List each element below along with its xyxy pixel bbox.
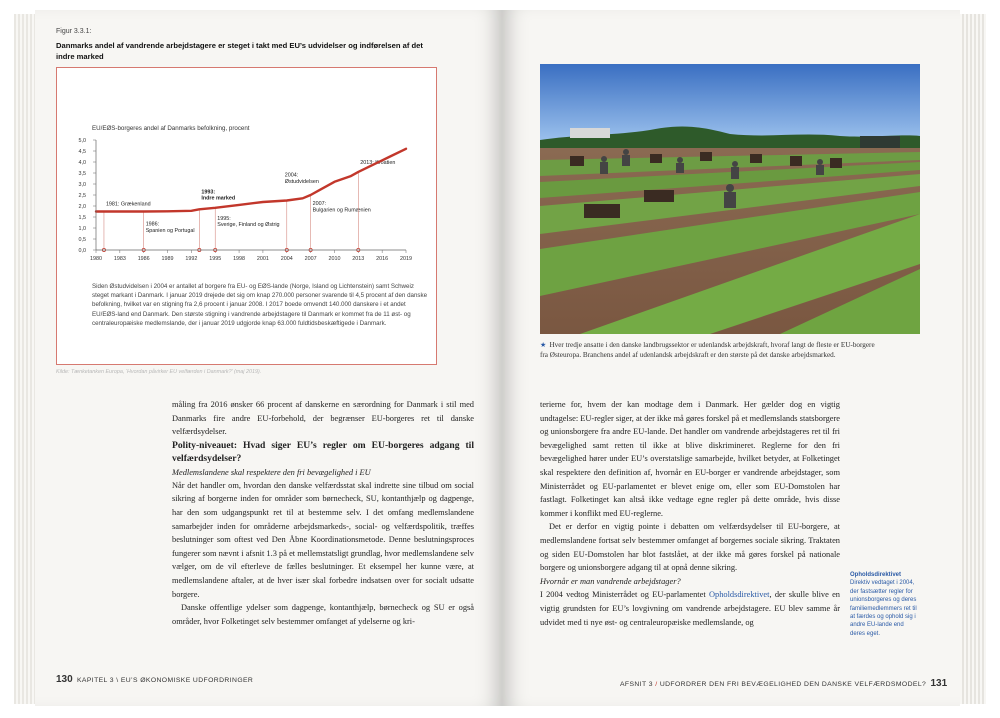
y-tick-label: 0,5 — [78, 237, 86, 243]
paragraph — [540, 588, 840, 629]
footer-right — [620, 678, 947, 689]
annotation-label: 1986: Spanien og Portugal — [145, 221, 195, 234]
x-tick-label: 2001 — [256, 256, 269, 262]
annotation-label: 1995: Sverige, Finland og Østrig — [217, 215, 280, 229]
figure-title: Danmarks andel af vandrende arbejdstagere er steget i takt med EU’s udvidelser og indførelsen af det indre marked — [56, 41, 423, 61]
figure-description: Siden Østudvidelsen i 2004 er antallet af borgere fra EU- og EØS-lande (Norge, Island og Lichtenstein) samt Schweiz steget markant i Danmark. I januar 2019 drejede det sig om knap 270.000 personer svarende til 4,5 procent af den danske befolkning, hvilket var en stigning fra 2,6 procent i januar 2008. I 2017 boede omvendt 140.000 danskere i et andet EU/EØS-land end Danmark. Den største stigning i vandrende arbejdstagere til Danmark er kommet fra de 11 øst- og centraleuropæiske medlemslande, der i januar 2019 udgjorde knap 63.000 fuldtidsbeskæftigede i Danmark. — [92, 283, 428, 327]
y-tick-label: 4,0 — [78, 160, 86, 166]
figure-label: Figur 3.3.1: — [56, 28, 92, 35]
paragraph: Når det handler om, hvordan den danske velfærdsstat skal indrette sine tilbud om social sikring af borgerne inden for områder som børnecheck, SU, kontanthjælp og dagpenge, har den som udgangspunkt ret til at bestemme selv. I det omfang medlemslandene samarbejder inden for områderne arbejdsmarkeds-, social- og velfærdspolitik, træffes beslutninger som oftest ved Den Åbne Koordinationsmetode. Denne beslutningsproces fungerer som nævnt i afsnit 1.3 på et mellemstatsligt grundlag, hvor medlemslandene selv vælger, om de vil efterleve de fælles beslutninger. Et eksempel her kunne være, at medlemslandene aftaler, at de hver især skal forbedre indsatsen over for socialt udsatte borgere. — [172, 480, 474, 599]
y-tick-label: 5,0 — [78, 138, 86, 144]
x-tick-label: 1998 — [233, 256, 246, 262]
section-heading: Polity-niveauet: Hvad siger EU’s regler om EU-borgeres adgang til velfærdsydelser? — [172, 439, 474, 465]
page-number: 130 — [56, 674, 73, 685]
section-label: AFSNIT 3 — [620, 681, 653, 688]
subheading: Medlemslandene skal respektere den fri bevægelighed i EU — [172, 467, 371, 477]
page-edges-right — [960, 14, 986, 704]
x-tick-label: 1992 — [185, 256, 198, 262]
annotation-label: 1981: Grækenland — [105, 201, 151, 208]
x-tick-label: 1980 — [90, 256, 102, 262]
farm-photo — [540, 64, 920, 334]
y-tick-label: 2,0 — [78, 204, 86, 210]
annotation-label: 2013: Kroatien — [360, 159, 396, 166]
page-edges-left — [14, 14, 36, 704]
left-text-column — [172, 398, 474, 628]
y-tick-label: 1,0 — [78, 226, 86, 232]
text-run: I 2004 vedtog Ministerrådet og EU-parlamentet — [540, 590, 709, 600]
x-tick-label: 2010 — [328, 256, 341, 262]
section-heading: Hvornår er man vandrende arbejdstager? — [540, 576, 681, 586]
star-icon: ★ — [540, 341, 547, 349]
right-text-column — [540, 398, 840, 629]
page-number: 131 — [930, 678, 948, 689]
x-tick-label: 2013 — [352, 256, 365, 262]
term-link: Opholdsdirektivet — [708, 590, 770, 600]
y-tick-label: 1,5 — [78, 215, 86, 221]
footer-left — [56, 674, 253, 685]
paragraph: måling fra 2016 ønsker 66 procent af danskerne en særordning for Danmark i stil med Danmarks fire andre EU-forbehold, der begrænser EU-borgeres ret til danske velfærdsydelser. — [172, 400, 474, 437]
y-axis-label: EU/EØS-borgeres andel af Danmarks befolkning, procent — [92, 125, 250, 132]
figure-source: Kilde: Tænketanken Europa, ‘Hvordan påvirker EU velfærden i Danmark?’ (maj 2019). — [56, 369, 262, 375]
x-tick-label: 2016 — [376, 256, 389, 262]
x-tick-label: 1983 — [113, 256, 126, 262]
margin-note-text: Direktiv vedtaget i 2004, der fastsætter regler for unionsborgeres og deres familiemedlemmers ret til at færdes og ophold sig i andre EU-lande end deres eget. — [850, 580, 917, 637]
x-tick-label: 2004 — [280, 256, 293, 262]
y-tick-label: 4,5 — [78, 149, 86, 155]
paragraph: Det er derfor en vigtig pointe i debatten om velfærdsydelser til EU-borgere, at medlemslandene fortsat selv bestemmer omfanget af borgernes sociale sikring. Traktaten og siden EU-Domstolen har blot fastslået, at der ikke må gøres forskel på nationale borgere og unionsborgere adgang til at opnå denne sikring. — [540, 522, 840, 573]
running-footer: UDFORDRER DEN FRI BEVÆGELIGHED DEN DANSKE VELFÆRDSMODEL? — [659, 681, 927, 688]
annotation-label: 2004: Østudvidelsen — [284, 172, 319, 185]
paragraph: terierne for, hvem der kan modtage dem i Danmark. Her gælder dog en vigtig undtagelse: EU-regler siger, at der ikke må gøres forskel på et medlemslands statsborgere og unionsborgere fra andre EU-lande. Det handler om vandrende arbejdstageres ret til fri bevægelighed samt retten til ikke at blive diskrimineret. Reglerne for den fri bevægelighed hører under EU’s overstatslige samarbejde, hvilket betyder, at Folketinget skal respektere den definition af, hvornår en EU-borger er vandrende arbejdstager, som Ministerrådet og EU-parlamentet er blevet enige om, eller som EU-Domstolen har fastlagt. Folketinget kan altså ikke vedtage egne regler på dette område, hvis disse kommer i konflikt med EU-reglerne. — [540, 400, 840, 518]
annotation-label: 2007: Bulgarien og Rumænien — [312, 201, 371, 214]
x-tick-label: 1989 — [161, 256, 174, 262]
figure-box — [56, 67, 437, 365]
annotation-label: 1993: Indre marked — [201, 189, 236, 202]
y-tick-label: 2,5 — [78, 193, 86, 199]
x-tick-label: 1995 — [209, 256, 222, 262]
margin-note-title: Opholdsdirektivet — [850, 572, 902, 578]
photo-caption — [540, 340, 880, 360]
field-workers-image — [540, 64, 920, 334]
y-tick-label: 3,0 — [78, 182, 86, 188]
y-tick-label: 0,0 — [78, 248, 86, 254]
x-tick-label: 2007 — [304, 256, 317, 262]
line-chart — [57, 68, 438, 278]
y-tick-label: 3,5 — [78, 171, 86, 177]
x-tick-label: 2019 — [400, 256, 412, 262]
separator: / — [655, 681, 658, 688]
x-tick-label: 1986 — [137, 256, 150, 262]
running-footer: KAPITEL 3 \ EU’S ØKONOMISKE UDFORDRINGER — [76, 677, 254, 684]
paragraph: Danske offentlige ydelser som dagpenge, kontanthjælp, børnecheck og SU er også områder, hvor Folketinget selv bestemmer omfanget af ydelserne og kri- — [172, 603, 474, 626]
caption-text: Hver tredje ansatte i den danske landbrugssektor er udenlandsk arbejdskraft, hvoraf langt de fleste er EU-borgere fra Østeuropa. Branchens andel af udenlandsk arbejdskraft er den største på det danske arbejdsmarked. — [540, 341, 875, 359]
text-run: , der skulle blive en vigtig grundsten for EU’s lovgivning om vandrende arbejdstagere. EU blev samme år udvidet med ti nye øst- og centraleuropæiske medlemslande, og — [540, 590, 840, 627]
margin-note — [850, 571, 920, 638]
